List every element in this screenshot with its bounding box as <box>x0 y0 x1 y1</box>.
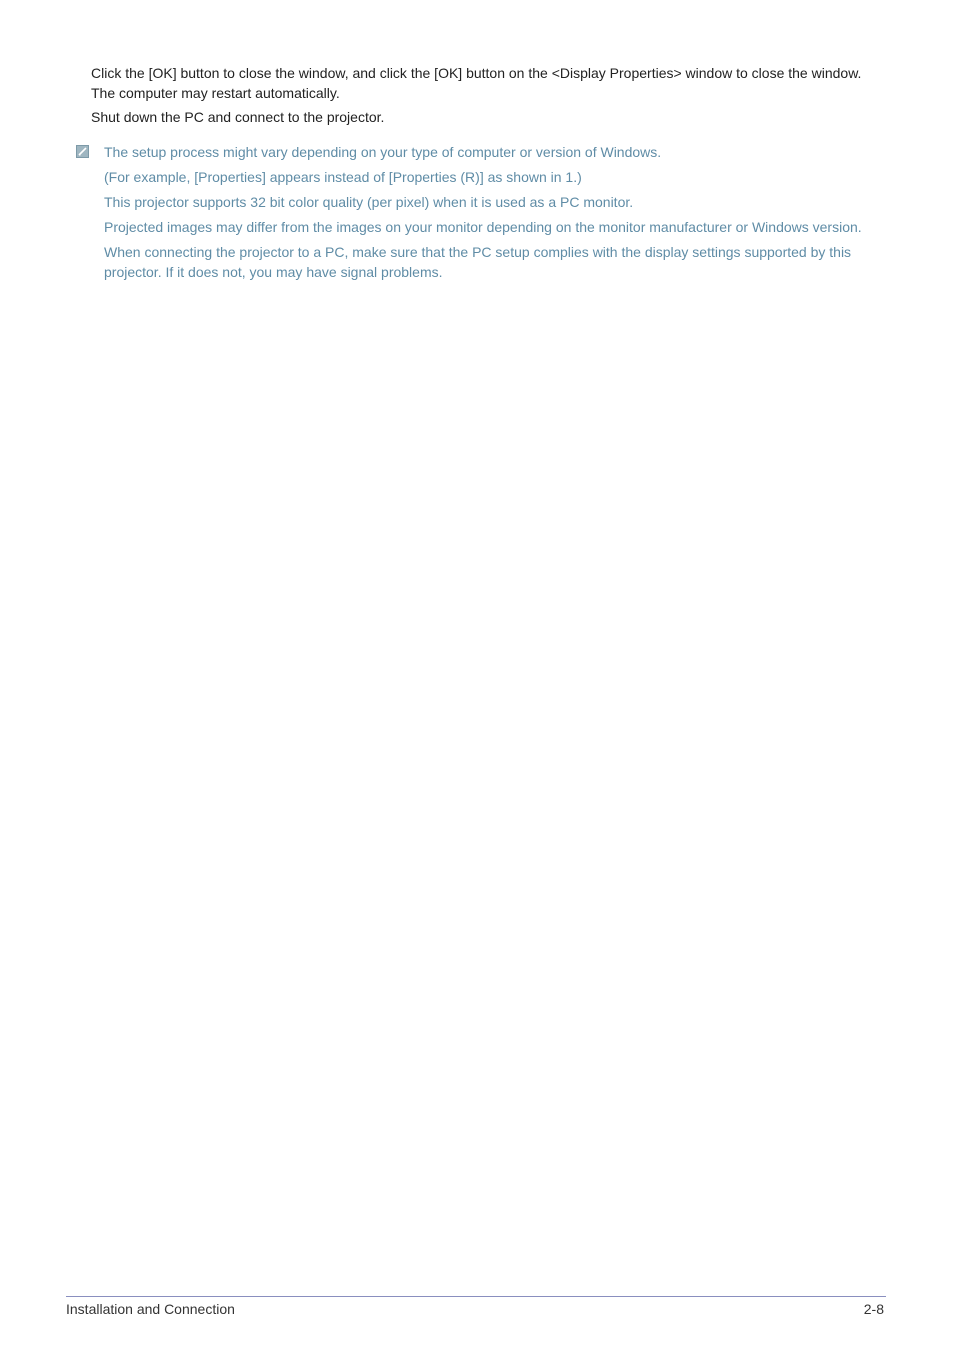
note-item: This projector supports 32 bit color quality (per pixel) when it is used as a PC monitor. <box>104 194 634 210</box>
note-item: Projected images may differ from the images on your monitor depending on the monitor manufacturer or Windows version. <box>104 219 862 235</box>
footer-section-title: Installation and Connection <box>66 1301 235 1317</box>
footer-page-number: 2-8 <box>863 1301 884 1317</box>
note-item: (For example, [Properties] appears instead of [Properties (R)] as shown in 1.) <box>104 169 582 185</box>
note-pencil-icon <box>76 145 89 158</box>
note-item: The setup process might vary depending on your type of computer or version of Windows. <box>104 144 662 160</box>
step-text: Click the [OK] button to close the window, and click the [OK] button on the <Display Properties> window to close the window. <box>91 65 862 81</box>
step-close-windows <box>91 63 911 103</box>
instruction-steps <box>91 63 911 127</box>
note-list <box>104 142 904 287</box>
step-subtext: The computer may restart automatically. <box>91 85 340 101</box>
footer-divider <box>66 1296 886 1297</box>
step-shut-down: Shut down the PC and connect to the projector. <box>91 109 385 125</box>
note-item: When connecting the projector to a PC, make sure that the PC setup complies with the display settings supported by this projector. If it does not, you may have signal problems. <box>104 244 852 280</box>
